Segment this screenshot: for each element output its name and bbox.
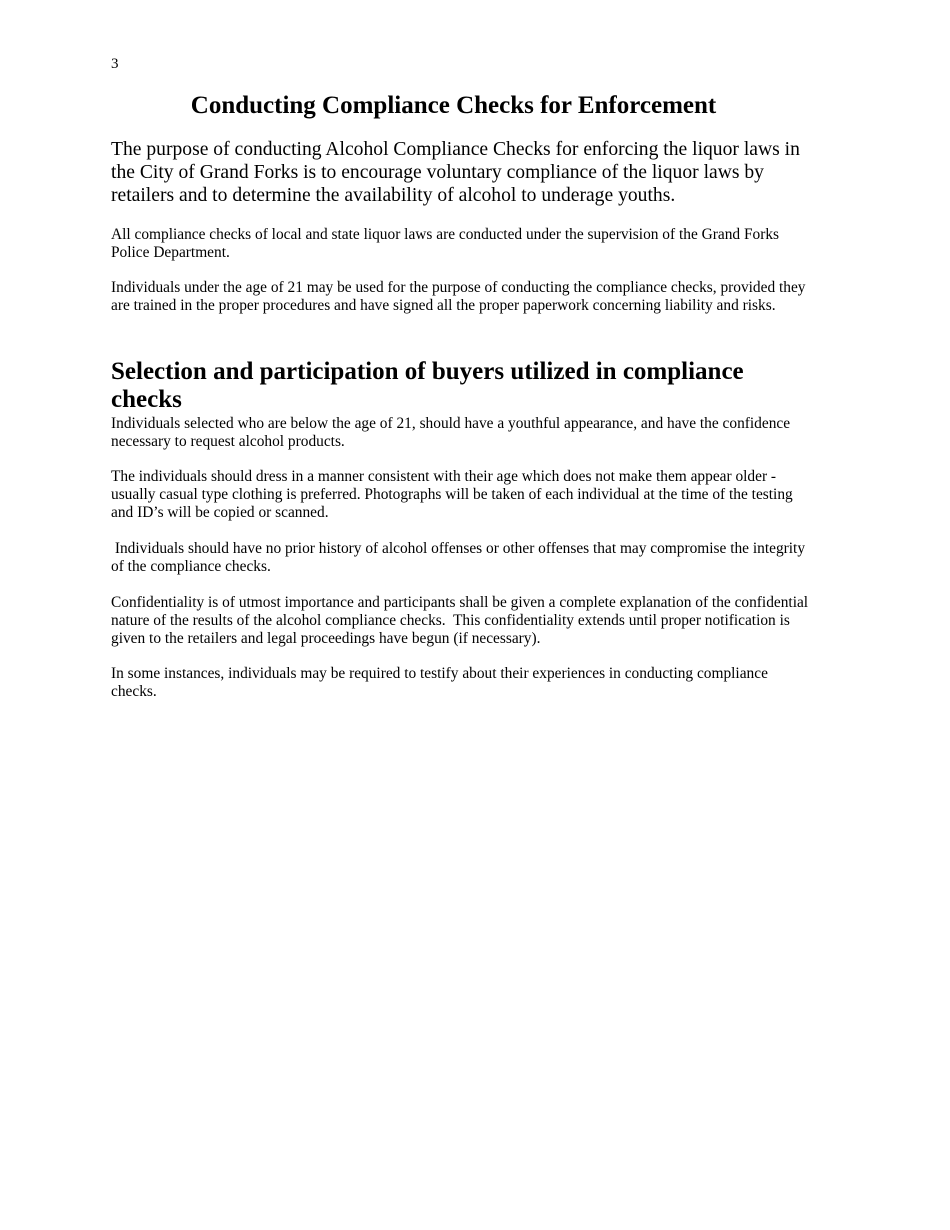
paragraph-supervision: All compliance checks of local and state liquor laws are conducted under the supervision of the Grand Forks Police Department. [111,226,780,261]
paragraph-selection: Individuals selected who are below the age of 21, should have a youthful appearance, and have the confidence necessary to request alcohol products. [111,415,791,450]
lead-paragraph: The purpose of conducting Alcohol Compliance Checks for enforcing the liquor laws in the City of Grand Forks is to encourage voluntary compliance of the liquor laws by retailers and to determine the availability of alcohol to underage youths. [111,139,800,206]
paragraph-underage-use: Individuals under the age of 21 may be used for the purpose of conducting the compliance checks, provided they are trained in the proper procedures and have signed all the proper paperwork concerning liability and risks. [111,279,806,314]
document-title: Conducting Compliance Checks for Enforcement [190,92,717,119]
paragraph-history: Individuals should have no prior history of alcohol offenses or other offenses that may compromise the integrity of the compliance checks. [111,540,809,575]
section-heading: Selection and participation of buyers utilized in compliance checks [111,358,744,413]
paragraph-dress: The individuals should dress in a manner consistent with their age which does not make them appear older - usually casual type clothing is preferred. Photographs will be taken of each individual at the time of the testing and ID’s will be copied or scanned. [111,468,793,521]
page-number: 3 [111,56,119,72]
paragraph-confidentiality: Confidentiality is of utmost importance and participants shall be given a complete explanation of the confidential nature of the results of the alcohol compliance checks. This confidentiality extends until proper notification is given to the retailers and legal proceedings have begun (if necessary). [111,594,812,647]
paragraph-testify: In some instances, individuals may be required to testify about their experiences in conducting compliance checks. [111,665,768,700]
